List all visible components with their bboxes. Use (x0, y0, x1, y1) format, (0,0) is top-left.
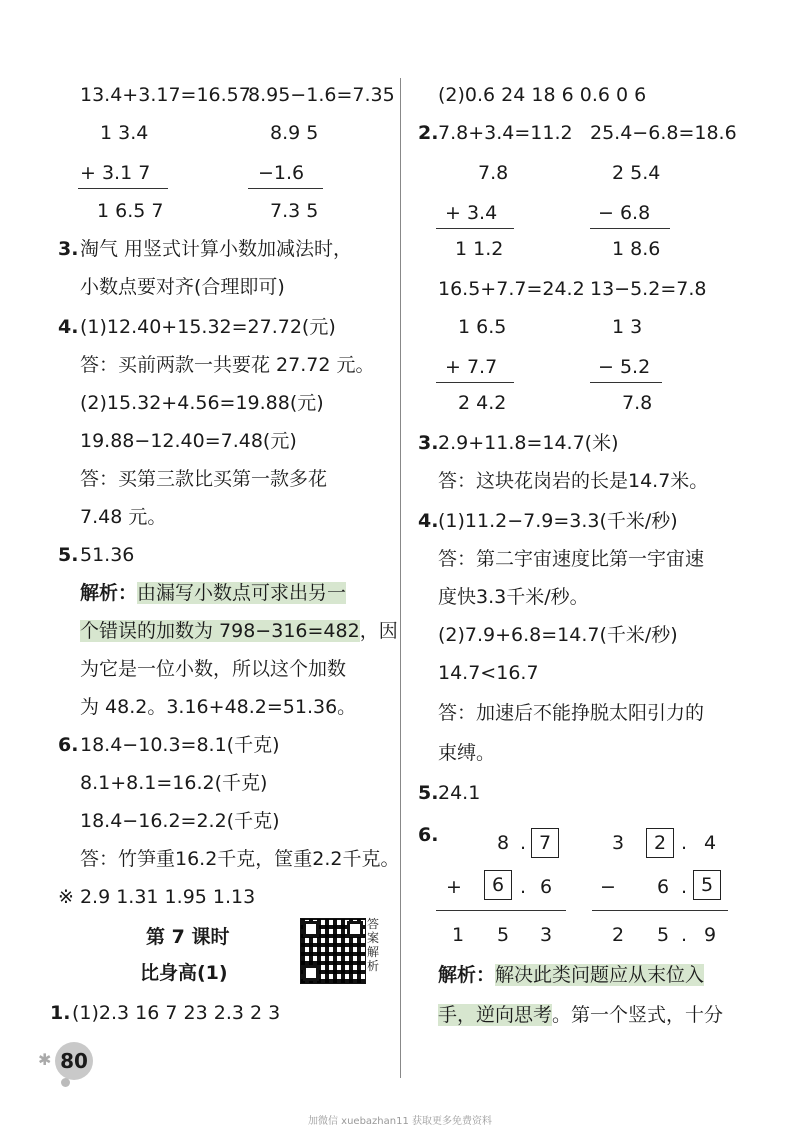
calc-rule (248, 188, 323, 189)
analysis-line: 为它是一位小数，所以这个加数 (80, 658, 347, 680)
analysis-label: 解析： (80, 582, 138, 604)
vertical-calc-line: − 6.8 (598, 202, 651, 224)
digit: 3 (540, 924, 553, 946)
answer-text: 答：买前两款一共要花 27.72 元。 (80, 354, 375, 376)
vertical-calc-line: + 7.7 (445, 356, 498, 378)
analysis-line (438, 962, 704, 988)
answer-box: 5 (693, 870, 721, 900)
question-number: 5. (418, 782, 439, 804)
question-number: 3. (58, 238, 79, 260)
dot-decoration (61, 1078, 70, 1087)
equation: 13−5.2=7.8 (590, 278, 707, 300)
digit: 6 (540, 876, 553, 898)
calc-rule (590, 228, 670, 229)
decimal-point: . (520, 832, 527, 854)
analysis-line (80, 580, 346, 606)
answer-text: 答：买第三款比买第一款多花 (80, 468, 328, 490)
question-number: 2. (418, 122, 439, 144)
answer-text: 2.9+11.8=14.7(米) (438, 432, 619, 454)
answer-text: 8.1+8.1=16.2(千克) (80, 772, 268, 794)
plus-sign: + (446, 876, 462, 898)
answer-text: 19.88−12.40=7.48(元) (80, 430, 297, 452)
answer-box: 6 (484, 870, 512, 900)
answer-text: 淘气 用竖式计算小数加减法时， (80, 238, 353, 260)
question-number: 1. (50, 1002, 71, 1024)
vertical-calc-line: 8.9 5 (270, 122, 319, 144)
calc-rule (436, 910, 566, 911)
vertical-calc-line: 1 3 (612, 316, 643, 338)
answer-text: 答：竹笋重16.2千克，筐重2.2千克。 (80, 848, 400, 870)
lesson-title: 比身高(1) (140, 962, 228, 984)
answer-box: 2 (646, 828, 674, 858)
highlighted-text: 手，逆向思考 (438, 1004, 553, 1026)
calc-rule (436, 382, 514, 383)
vertical-calc-line: 7.3 5 (270, 200, 319, 222)
answer-text: 答：加速后不能挣脱太阳引力的 (438, 702, 705, 724)
qr-finder (303, 965, 319, 981)
question-number: 6. (58, 734, 79, 756)
calc-rule (436, 228, 514, 229)
question-number: 4. (58, 316, 79, 338)
highlighted-text: 个错误的加数为 798−316=482 (80, 620, 360, 642)
decimal-point: . (520, 876, 527, 898)
digit: 8 (497, 832, 510, 854)
star-icon: ✱ (38, 1050, 52, 1069)
answer-text: (2)7.9+6.8=14.7(千米/秒) (438, 624, 678, 646)
answer-text: 24.1 (438, 782, 481, 804)
answer-text: 51.36 (80, 544, 135, 566)
answer-text: (1)12.40+15.32=27.72(元) (80, 316, 336, 338)
answer-text: 18.4−10.3=8.1(千克) (80, 734, 280, 756)
vertical-calc-line: 1 8.6 (612, 238, 661, 260)
vertical-calc-line: 2 5.4 (612, 162, 661, 184)
vertical-calc-line: + 3.1 7 (80, 162, 151, 184)
lesson-label: 第 7 课时 (146, 926, 230, 948)
equation: 25.4−6.8=18.6 (590, 122, 737, 144)
analysis-line (80, 618, 398, 644)
vertical-calc-line: 2 4.2 (458, 392, 507, 414)
answer-text: 18.4−16.2=2.2(千克) (80, 810, 280, 832)
answer-text: 答：这块花岗岩的长是14.7米。 (438, 470, 709, 492)
analysis-label: 解析： (438, 964, 496, 986)
decimal-point: . (681, 876, 688, 898)
qr-side-label: 答案解析 (367, 917, 380, 973)
decimal-point: . (681, 924, 688, 946)
digit: 6 (657, 876, 670, 898)
digit: 9 (704, 924, 717, 946)
answer-text: 答：第二宇宙速度比第一宇宙速 (438, 548, 705, 570)
answer-text: (2)15.32+4.56=19.88(元) (80, 392, 324, 414)
minus-sign: − (600, 876, 616, 898)
vertical-calc-line: 1 6.5 (458, 316, 507, 338)
calc-rule (78, 188, 168, 189)
vertical-calc-line: 1 6.5 7 (97, 200, 164, 222)
digit: 1 (452, 924, 465, 946)
analysis-line (438, 1002, 723, 1028)
answer-text: 度快3.3千米/秒。 (438, 586, 589, 608)
analysis-text: 。第一个竖式，十分 (552, 1004, 724, 1026)
vertical-calc-line: 7.8 (478, 162, 509, 184)
answer-text: (1)11.2−7.9=3.3(千米/秒) (438, 510, 678, 532)
calc-rule (590, 382, 662, 383)
vertical-calc-line: 1 3.4 (100, 122, 149, 144)
vertical-calc-line: −1.6 (258, 162, 305, 184)
answer-text: 14.7<16.7 (438, 662, 539, 684)
question-number: 4. (418, 510, 439, 532)
answer-box: 7 (531, 828, 559, 858)
equation: 13.4+3.17=16.57 (80, 84, 251, 106)
equation: 8.95−1.6=7.35 (248, 84, 395, 106)
analysis-text: ，因 (359, 620, 398, 642)
equation: 16.5+7.7=24.2 (438, 278, 585, 300)
qr-finder (347, 921, 363, 937)
answer-text: 束缚。 (438, 742, 496, 764)
answer-text: 7.48 元。 (80, 506, 167, 528)
question-number: 3. (418, 432, 439, 454)
calc-rule (592, 910, 728, 911)
digit: 4 (704, 832, 717, 854)
digit: 3 (612, 832, 625, 854)
vertical-calc-line: 7.8 (622, 392, 653, 414)
extra-answers: ※ 2.9 1.31 1.95 1.13 (58, 886, 256, 908)
answer-text: (1)2.3 16 7 23 2.3 2 3 (72, 1002, 281, 1024)
answer-text: (2)0.6 24 18 6 0.6 0 6 (438, 84, 647, 106)
footer-watermark: 加微信 xuebazhan11 获取更多免费资料 (307, 1116, 493, 1127)
highlighted-text: 解决此类问题应从末位入 (495, 964, 705, 986)
qr-finder (303, 921, 319, 937)
equation: 7.8+3.4=11.2 (438, 122, 573, 144)
qr-code[interactable] (300, 918, 366, 984)
column-divider (400, 78, 401, 1078)
digit: 2 (612, 924, 625, 946)
question-number: 6. (418, 824, 439, 846)
decimal-point: . (681, 832, 688, 854)
digit: 5 (497, 924, 510, 946)
analysis-line: 为 48.2。3.16+48.2=51.36。 (80, 696, 357, 718)
answer-text: 小数点要对齐(合理即可) (80, 276, 285, 298)
page-number: 80 (55, 1042, 93, 1080)
digit: 5 (657, 924, 670, 946)
vertical-calc-line: 1 1.2 (455, 238, 504, 260)
vertical-calc-line: − 5.2 (598, 356, 651, 378)
highlighted-text: 由漏写小数点可求出另一 (137, 582, 347, 604)
question-number: 5. (58, 544, 79, 566)
vertical-calc-line: + 3.4 (445, 202, 498, 224)
